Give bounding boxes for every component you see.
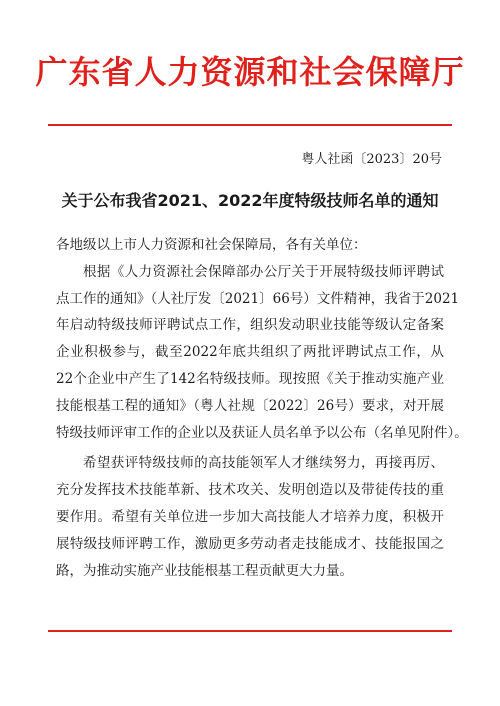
paragraph-line: 年启动特级技师评聘试点工作，组织发动职业技能等级认定备案: [56, 317, 444, 334]
paragraph-line: 技能根基工程的通知》（粤人社规〔2022〕26号）要求，对开展: [56, 397, 444, 414]
paragraph-line: 路，为推动实施产业技能根基工程贡献更大力量。: [56, 562, 353, 579]
paragraph-line: 22个企业中产生了142名特级技师。现按照《关于推动实施产业: [56, 370, 444, 387]
document-body: [56, 232, 468, 584]
document-title: 关于公布我省2021、2022年度特级技师名单的通知: [61, 191, 439, 210]
paragraph-2: [56, 450, 444, 584]
paragraph-line: 企业积极参与，截至2022年底共组织了两批评聘试点工作，从: [56, 344, 444, 361]
paragraph-line: 要作用。希望有关单位进一步加大高技能人才培养力度，积极开: [56, 508, 444, 525]
paragraph-line: 充分发挥技术技能革新、技术攻关、发明创造以及带徒传技的重: [56, 482, 444, 499]
footer-red-rule: [48, 630, 452, 632]
paragraph-line: 特级技师评审工作的企业以及获证人员名单予以公布（名单见附件）。: [56, 424, 468, 441]
salutation: 各地级以上市人力资源和社会保障局，各有关单位：: [56, 237, 367, 253]
header-red-rule: [48, 124, 452, 126]
document-number: 粤人社函〔2023〕20号: [301, 152, 442, 167]
paragraph-line: 展特级技师评聘工作，激励更多劳动者走技能成才、技能报国之: [56, 535, 444, 552]
paragraph-line: 根据《人力资源社会保障部办公厅关于开展特级技师评聘试: [83, 263, 444, 280]
paragraph-1: [56, 259, 468, 447]
issuing-authority-header: 广东省人力资源和社会保障厅: [35, 53, 465, 91]
paragraph-line: 点工作的通知》（人社厅发〔2021〕66号）文件精神，我省于2021: [56, 290, 460, 307]
paragraph-line: 希望获评特级技师的高技能领军人才继续努力，再接再厉、: [83, 455, 444, 472]
